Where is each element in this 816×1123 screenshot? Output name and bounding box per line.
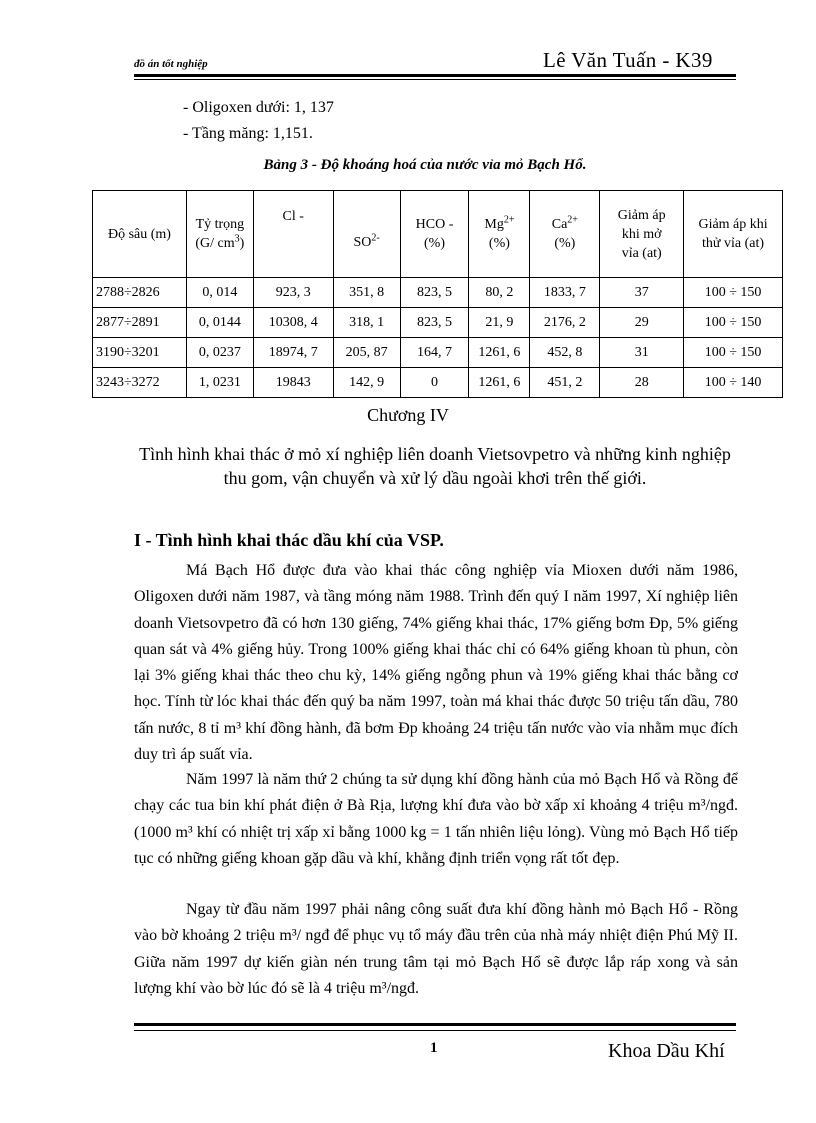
chapter-subtitle: Tình hình khai thác ở mỏ xí nghiệp liên doanh Vietsovpetro và những kinh nghiệp thu gom, vận chuyển và xử lý dầu ngoài khơi trên thế giới. [139,444,731,488]
cell-pressure-test: 100 ÷ 150 [684,338,783,368]
cell-cl: 923, 3 [253,278,333,308]
cell-cl: 10308, 4 [253,308,333,338]
cell-mg: 1261, 6 [469,338,530,368]
intro-line-tang-mang: - Tầng măng: 1,151. [183,125,313,142]
cell-density: 0, 0144 [186,308,253,338]
section-heading: I - Tình hình khai thác dầu khí của VSP. [134,530,444,550]
paragraph-1: Má Bạch Hổ được đưa vào khai thác công nghiệp vỉa Mioxen dưới năm 1986, Oligoxen dưới năm 1987, và tầng móng năm 1988. Trình đến quý I năm 1997, Xí nghiệp liên doanh Vietsovpetro đã có hơn 130 giếng, 74% giếng khai thác, 17% giếng bơm Đp, 5% giếng quan sát và 4% giếng hủy. Trong 100% giếng khai thác chỉ có 64% giếng khoan tù phun, còn lại 3% giếng khai thác theo chu kỳ, 14% giếng ngỗng phun và 19% giếng khai thác bằng cơ học. Tính từ lóc khai thác đến quý ba năm 1997, toàn má khai thác được 50 triệu tấn dầu, 780 tấn nước, 8 tỉ m³ khí đồng hành, đã bơm Đp khoảng 24 triệu tấn nước vào vỉa nhằm mục đích duy trì áp suất vỉa. [134,562,738,764]
table-row [93,278,783,308]
cell-hco: 823, 5 [400,308,469,338]
header-pressure-open: Giảm áp khi mở vỉa (at) [600,191,684,278]
cell-so4: 318, 1 [333,308,400,338]
chapter-title: Chương IV [367,405,449,425]
cell-depth: 3190÷3201 [93,338,187,368]
header-so4: $SO^{2-}$ [333,191,400,278]
cell-pressure-open: 28 [600,368,684,398]
page-number: 1 [430,1040,438,1056]
cell-so4: 205, 87 [333,338,400,368]
table-row [93,368,783,398]
cell-pressure-open: 37 [600,278,684,308]
mineralization-table [92,190,783,398]
cell-pressure-open: 29 [600,308,684,338]
cell-mg: 80, 2 [469,278,530,308]
header-rule-thin [134,79,736,80]
cell-pressure-open: 31 [600,338,684,368]
paragraph-2: Năm 1997 là năm thứ 2 chúng ta sử dụng khí đồng hành của mỏ Bạch Hổ và Rồng để chạy các tua bin khí phát điện ở Bà Rịa, lượng khí đưa vào bờ xấp xỉ khoảng 4 triệu m³/ngđ. (1000 m³ khí có nhiệt trị xấp xỉ bằng 1000 kg = 1 tấn nhiên liệu lỏng). Vùng mỏ Bạch Hổ tiếp tục có những giếng khoan gặp dầu và khí, khẳng định triển vọng rất tốt đẹp. [134,771,738,867]
header-hco: HCO - (%) [400,191,469,278]
header-depth: Độ sâu (m) [93,191,187,278]
header-author: Lê Văn Tuấn - K39 [543,48,713,72]
cell-hco: 0 [400,368,469,398]
cell-ca: 2176, 2 [530,308,600,338]
footer-department: Khoa Dầu Khí [608,1040,725,1062]
cell-mg: 1261, 6 [469,368,530,398]
intro-line-oligoxen: - Oligoxen dưới: 1, 137 [183,99,334,116]
cell-depth: 2877÷2891 [93,308,187,338]
footer-rule-thick [134,1023,736,1026]
cell-pressure-test: 100 ÷ 140 [684,368,783,398]
cell-so4: 142, 9 [333,368,400,398]
cell-density: 0, 0237 [186,338,253,368]
table-caption: Bảng 3 - Độ khoáng hoá của nước vỉa mỏ Bạch Hổ. [263,157,587,173]
cell-density: 0, 014 [186,278,253,308]
cell-pressure-test: 100 ÷ 150 [684,278,783,308]
cell-density: 1, 0231 [186,368,253,398]
table-row [93,338,783,368]
table-header-row [93,191,783,278]
header-pressure-test: Giảm áp khi thử vỉa (at) [684,191,783,278]
cell-ca: 452, 8 [530,338,600,368]
footer-rule-thin [134,1030,736,1031]
table-row [93,308,783,338]
header-ca: $Ca^{2+}$ (%) [530,191,600,278]
cell-cl: 18974, 7 [253,338,333,368]
cell-so4: 351, 8 [333,278,400,308]
cell-hco: 823, 5 [400,278,469,308]
cell-ca: 451, 2 [530,368,600,398]
header-mg: $Mg^{2+}$ (%) [469,191,530,278]
paragraph-3: Ngay từ đầu năm 1997 phải nâng công suất đưa khí đồng hành mỏ Bạch Hổ - Rồng vào bờ khoảng 2 triệu m³/ ngđ để phục vụ tổ máy đầu trên của nhà máy nhiệt điện Phú Mỹ II. Giữa năm 1997 dự kiến giàn nén trung tâm tại mỏ Bạch Hổ sẽ được lắp ráp xong và sản lượng khí vào bờ lúc đó sẽ là 4 triệu m³/ngđ. [134,901,738,997]
cell-depth: 3243÷3272 [93,368,187,398]
header-density: Tỷ trọng (G/ $cm^3$) [186,191,253,278]
header-left-title: đồ án tốt nghiệp [134,58,208,70]
header-cl: Cl - [253,191,333,278]
cell-mg: 21, 9 [469,308,530,338]
cell-pressure-test: 100 ÷ 150 [684,308,783,338]
cell-ca: 1833, 7 [530,278,600,308]
cell-hco: 164, 7 [400,338,469,368]
cell-depth: 2788÷2826 [93,278,187,308]
header-rule-thick [134,74,736,77]
cell-cl: 19843 [253,368,333,398]
